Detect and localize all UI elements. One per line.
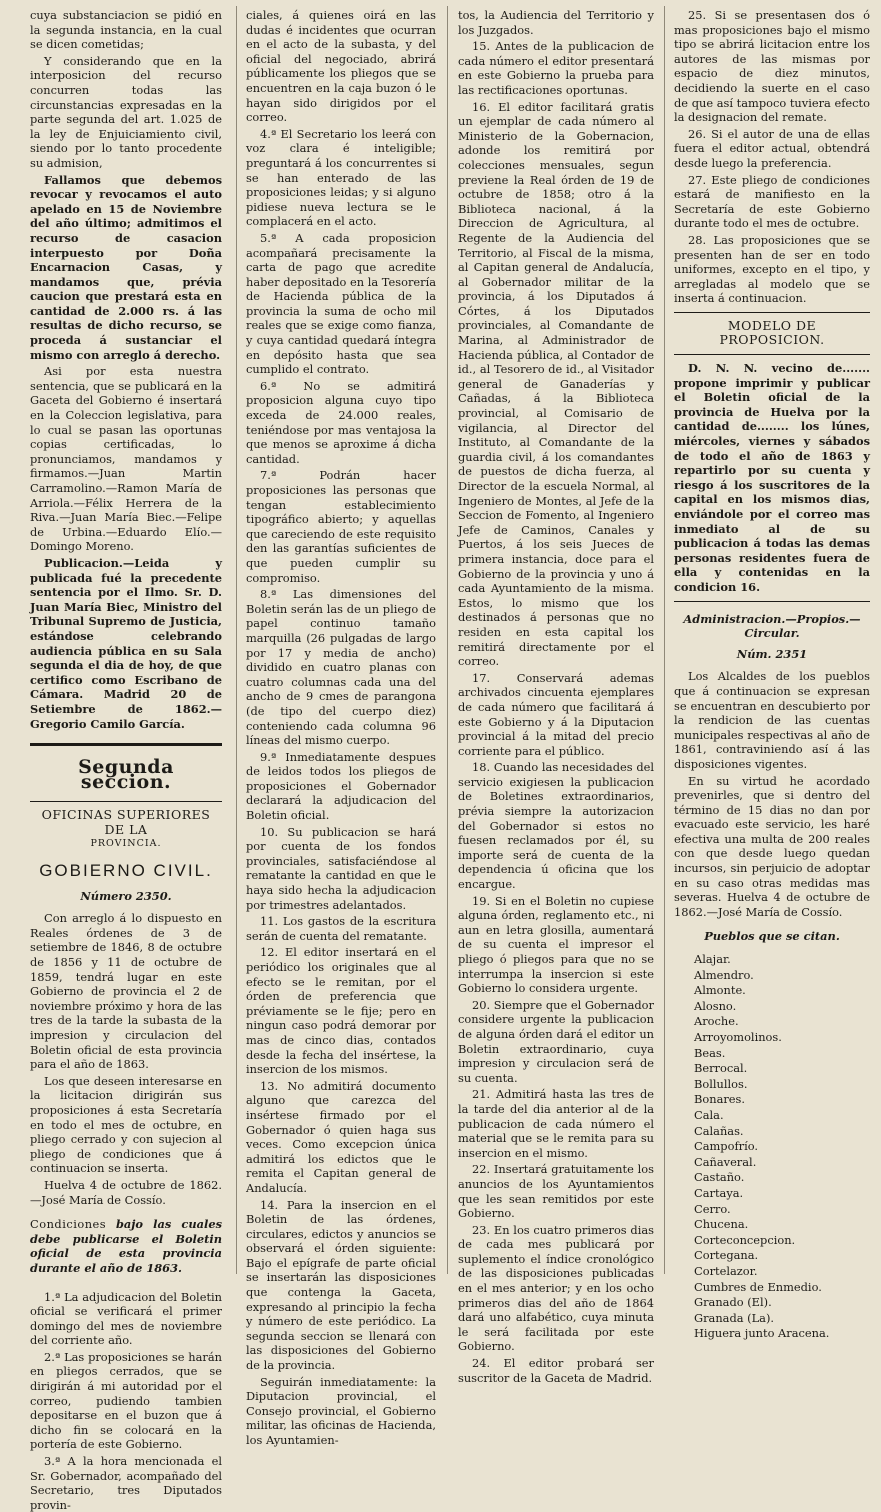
condition: 8.ª Las dimensiones del Boletin serán las de un pliego de papel continuo tamaño marquilla (26 pulgadas de largo por 17 y media de ancho) dividido en cuatro planas con cuatro columnas cada una del ancho de 9 cmes de parangona (de tipo del cuerpo diez) conteniendo cada columna 96 líneas del mismo cuerpo. <box>246 587 436 748</box>
list-item: Calañas. <box>694 1123 744 1138</box>
list-item: Arroyomolinos. <box>694 1030 782 1044</box>
offices-title: OFICINAS SUPERIORES DE LA <box>41 807 211 837</box>
list-item: Bonares. <box>694 1092 746 1107</box>
condition: 5.ª A cada proposicion acompañará precisamente la carta de pago que acredite haber depositado en la Tesorería de Hacienda pública de la provincia la suma de ocho mil reales que se exige como fianza, y cuya cantidad quedará íntegra en depósito hasta que sea cumplido el contrato. <box>246 230 437 377</box>
column-1 <box>30 8 222 1512</box>
modelo-title: MODELO DE PROPOSICION. <box>719 317 825 348</box>
column-3 <box>458 8 654 1385</box>
list-item: Bollullos. <box>694 1076 748 1091</box>
divider <box>674 601 870 602</box>
condition: 28. Las proposiciones que se presenten han de ser en todo uniformes, excepto en el tipo, y arregladas al modelo que se inserta á continuacion. <box>674 232 870 306</box>
condition: 23. En los cuatro primeros dias de cada mes publicará por suplemento el índice cronológico de las disposiciones publicadas en el mes anterior; y en los ocho primeros dias del año de 1864 dará uno alfabético, cuya minuta le será facilitada por este Gobierno. <box>458 1222 654 1354</box>
divider <box>30 801 222 802</box>
list-item: Beas. <box>694 1045 726 1060</box>
list-item: Almonte. <box>694 983 746 998</box>
list-item: Aroche. <box>694 1014 739 1029</box>
column-2 <box>246 8 437 1447</box>
list-item: Almendro. <box>694 967 754 982</box>
paragraph: Fallamos que debemos revocar y revocamos el auto apelado en 15 de Noviembre del año último; admitimos el recurso de casacion interpuesto por Doña Encarnacion Casas, y mandamos que, prévia caucion que prestará esta en cantidad de 2.000 rs. á las resultas de dicho recurso, se proceda á sustanciar el mismo con arreglo á derecho. <box>30 172 222 362</box>
circular-number: Núm. 2351 <box>736 646 808 661</box>
gov-title: GOBIERNO CIVIL. <box>39 861 213 881</box>
conditions-caps: Condiciones <box>30 1217 107 1232</box>
list-item: Cerro. <box>694 1201 731 1216</box>
list-item: Cortelazor. <box>694 1263 758 1278</box>
list-item: Alajar. <box>694 952 731 967</box>
condition: 26. Si el autor de una de ellas fuera el editor actual, obtendrá desde luego la preferencia. <box>674 126 870 170</box>
list-item: Cala. <box>694 1107 724 1122</box>
offices-subtitle: PROVINCIA. <box>90 838 162 850</box>
list-item: Berrocal. <box>694 1061 748 1076</box>
paragraph: Los que deseen interesarse en la licitacion dirigirán sus proposiciones á esta Secretaría en todo el mes de octubre, en pliego cerrado y con sujecion al pliego de condiciones que á continuacion se inserta. <box>30 1073 222 1176</box>
signature: Huelva 4 de octubre de 1862.—José María de Cossío. <box>30 1177 222 1207</box>
list-item: Alosno. <box>694 998 737 1013</box>
conditions-heading <box>30 1217 222 1275</box>
condition: 9.ª Inmediatamente despues de leidos todos los pliegos de proposiciones el Gobernador declarará la adjudicacion del Boletin oficial. <box>246 749 436 823</box>
condition: 25. Si se presentasen dos ó mas proposiciones bajo el mismo tipo se abrirá licitacion entre los autores de las mismas por espacio de diez minutos, decidiendo la suerte en el caso de que así tampoco tuviera efecto la designacion del remate. <box>674 8 870 125</box>
condition: 17. Conservará ademas archivados cincuenta ejemplares de cada número que facilitará á este Gobierno y á la Diputacion provincial á la mitad del precio corriente para el público. <box>458 670 654 758</box>
condition: 11. Los gastos de la escritura serán de cuenta del rematante. <box>246 914 436 943</box>
paragraph: ciales, á quienes oirá en las dudas é incidentes que ocurran en el acto de la subasta, y del oficial del negociado, abrirá públicamente los pliegos que se encuentren en la caja buzon ó le hayan sido dirigidos por el correo. <box>246 8 436 125</box>
condition: 24. El editor probará ser suscritor de la Gaceta de Madrid. <box>458 1356 654 1385</box>
section-title: Segunda seccion. <box>78 756 174 793</box>
condition: 21. Admitirá hasta las tres de la tarde del dia anterior al de la publicacion de cada número el material que se le remita para su insercion en el mismo. <box>458 1087 654 1160</box>
condition: 13. No admitirá documento alguno que carezca del insértese firmado por el Gobernador ó quien haga sus veces. Como excepcion única admitirá los edictos que le remita el Capitan general de Andalucía. <box>246 1078 436 1195</box>
list-item: Castaño. <box>694 1170 745 1185</box>
admin-heading: Administracion.—Propios.—Circular. <box>683 611 861 641</box>
condition: 14. Para la insercion en el Boletin de las órdenes, circulares, edictos y anuncios se observará el órden siguiente: Bajo el epígrafe de parte oficial se insertarán las disposiciones que contenga la Gaceta, expresando al principio la fecha y número de este periódico. La segunda seccion se llenará con las disposiciones del Gobierno de la provincia. <box>246 1197 436 1373</box>
section-rule <box>30 743 222 746</box>
condition: 18. Cuando las necesidades del servicio exigiesen la publicacion de Boletines extraordinarios, prévia siempre la autorizacion del Gobernador si estos no fuesen reclamados por él, su importe será de cuenta de la dependencia ú oficina que los encargue. <box>458 760 654 892</box>
condition: 22. Insertará gratuitamente los anuncios de los Ayuntamientos que les sean remitidos por este Gobierno. <box>458 1162 654 1221</box>
paragraph: Con arreglo á lo dispuesto en Reales órdenes de 3 de setiembre de 1846, 8 de octubre de 1856 y 11 de octubre de 1859, tendrá lugar en este Gobierno de provincia el 2 de noviembre próximo y hora de las tres de la tarde la subasta de la impresion y circulacion del Boletin oficial de esta provincia para el año de 1863. <box>30 911 222 1072</box>
list-item: Corteconcepcion. <box>694 1232 796 1247</box>
condition: 7.ª Podrán hacer proposiciones las personas que tengan establecimiento tipográfico abierto; y aquellas que careciendo de este requisito den las garantías suficientes de que pueden cumplir su compromiso. <box>246 468 436 585</box>
condition: 2.ª Las proposiciones se harán en pliegos cerrados, que se dirigirán á mi autoridad por el correo, pudiendo tambien depositarse en el buzon que á dicho fin se colocará en la portería de este Gobierno. <box>30 1349 222 1452</box>
condition: 19. Si en el Boletin no cupiese alguna órden, reglamento etc., ni aun en letra glosilla, aumentará de su cuenta el impresor el pliego ó pliegos para que no se interrumpa la insercion si este Gobierno lo considera urgente. <box>458 893 654 996</box>
divider <box>674 312 870 313</box>
list-item: Cartaya. <box>694 1185 744 1200</box>
condition: 16. El editor facilitará gratis un ejemplar de cada número al Ministerio de la Gobernacion, adonde los remitirá por colecciones mensuales, segun previene la Real órden de 19 de octubre de 1858; otro á la Biblioteca nacional, á la Direccion de Agricultura, al Regente de la Audiencia del Territorio, al Fiscal de la misma, al Capitan general de Andalucía, al Gobernador militar de la provincia, á los Diputados á Córtes, á los Diputados provinciales, al Comandante de Marina, al Administrador de Hacienda pública, al Contador de id., al Tesorero de id., al Visitador general de Ganaderías y Cañadas, á la Biblioteca provincial, al Comisario de vigilancia, al Director del Instituto, al Comandante de la guardia civil, á los comandantes de puestos de dicha fuerza, al Director de la escuela Normal, al Ingeniero de Montes, al Jefe de la Seccion de Fomento, al Ingeniero Jefe de Caminos, Canales y Puertos, á los seis Jueces de primera instancia, doce para el Gobierno de la provincia y uno á cada Ayuntamiento de la misma. Estos, lo mismo que los destinados á personas que no residen en esta capital los remitirá directamente por el correo. <box>458 99 654 669</box>
paragraph: Publicacion.—Leida y publicada fué la precedente sentencia por el Ilmo. Sr. D. Juan María Biec, Ministro del Tribunal Supremo de Justicia, estándose celebrando audiencia pública en su Sala segunda el dia de hoy, de que certifico como Escribano de Cámara. Madrid 20 de Setiembre de 1862.—Gregorio Camilo García. <box>30 555 222 731</box>
condition: 4.ª El Secretario los leerá con voz clara é inteligible; preguntará á los concurrentes si se han enterado de las proposiciones leidas; y si alguno pidiese nueva lectura se le complacerá en el acto. <box>246 126 436 229</box>
list-item: Granada (La). <box>694 1310 775 1325</box>
paragraph: En su virtud he acordado prevenirles, que si dentro del término de 15 dias no dan por evacuado este servicio, les haré efectiva una multa de 200 reales con que desde luego quedan incursos, sin perjuicio de adoptar en su caso otras medidas mas severas. Huelva 4 de octubre de 1862.—José María de Cossío. <box>674 773 870 919</box>
list-item: Higuera junto Aracena. <box>694 1326 830 1341</box>
paragraph: Y considerando que en la interposicion del recurso concurren todas las circunstancias expresadas en la parte segunda del art. 1.025 de la ley de Enjuiciamiento civil, siendo por lo tanto procedente su admision, <box>30 53 222 170</box>
column-4 <box>674 8 870 1341</box>
column-divider <box>664 6 665 1274</box>
paragraph: tos, la Audiencia del Territorio y los Juzgados. <box>458 8 654 37</box>
modelo-text: D. N. N. vecino de....... propone imprimir y publicar el Boletin oficial de la provincia de Huelva por la cantidad de........ los lúnes, miércoles, viernes y sábados de todo el año de 1863 y repartirlo por su cuenta y riesgo á los suscritores de la capital en los mismos dias, enviándole por el correo mas inmediato al de su publicacion á todas las demas personas residentes fuera de ella y contenidas en la condicion 16. <box>674 361 870 594</box>
divider <box>674 354 870 355</box>
list-item: Cumbres de Enmedio. <box>694 1279 822 1294</box>
condition: 20. Siempre que el Gobernador considere urgente la publicacion de alguna órden dará el editor un Boletin extraordinario, cuya impresion y circulacion será de su cuenta. <box>458 997 654 1085</box>
list-item: Campofrío. <box>694 1139 759 1154</box>
conditions-italic: bajo las cuales debe publicarse el Boletin oficial de esta provincia durante el año de 1863. <box>30 1217 222 1275</box>
paragraph: Asi por esta nuestra sentencia, que se publicará en la Gaceta del Gobierno é insertará en la Coleccion legislativa, para lo cual se pasan las oportunas copias certificadas, lo pronunciamos, mandamos y firmamos.—Juan Martin Carramolino.—Ramon María de Arriola.—Félix Herrera de la Riva.—Juan María Biec.—Felipe de Urbina.—Eduardo Elío.—Domingo Moreno. <box>30 364 222 554</box>
condition: 10. Su publicacion se hará por cuenta de los fondos provinciales, satisfaciéndose al rematante la cantidad en que le haya sido hecha la adjudicacion por trimestres adelantados. <box>246 824 436 912</box>
list-item: Chucena. <box>694 1217 749 1232</box>
list-item: Granado (El). <box>694 1295 772 1310</box>
condition: 3.ª A la hora mencionada el Sr. Gobernador, acompañado del Secretario, tres Diputados provin- <box>30 1454 222 1512</box>
towns-list <box>674 952 870 1342</box>
column-divider <box>236 6 237 1274</box>
condition: 1.ª La adjudicacion del Boletin oficial se verificará el primer domingo del mes de noviembre del corriente año. <box>30 1289 222 1348</box>
condition: 27. Este pliego de condiciones estará de manifiesto en la Secretaría de este Gobierno durante todo el mes de octubre. <box>674 172 870 231</box>
column-divider <box>447 6 448 1274</box>
paragraph: Seguirán inmediatamente: la Diputacion provincial, el Consejo provincial, el Gobierno militar, las oficinas de Hacienda, los Ayuntamien- <box>246 1374 436 1447</box>
condition: 12. El editor insertará en el periódico los originales que al efecto se le remitan, por el órden de preferencia que préviamente se le fije; pero en ningun caso podrá demorar por mas de cinco dias, contados desde la fecha del insértese, la insercion de los mismos. <box>246 945 436 1077</box>
condition: 6.ª No se admitirá proposicion alguna cuyo tipo exceda de 24.000 reales, teniéndose por mas ventajosa la que menos se aproxime á dicha cantidad. <box>246 378 436 466</box>
notice-number: Número 2350. <box>80 888 172 903</box>
list-item: Cañaveral. <box>694 1154 757 1169</box>
list-item: Cortegana. <box>694 1248 759 1263</box>
towns-heading: Pueblos que se citan. <box>704 929 840 944</box>
paragraph: cuya substanciacion se pidió en la segunda instancia, en la cual se dicen cometidas; <box>30 8 222 52</box>
paragraph: Los Alcaldes de los pueblos que á continuacion se expresan se encuentran en descubierto por la rendicion de las cuentas municipales respectivas al año de 1861, contraviniendo así á las disposiciones vigentes. <box>674 669 870 771</box>
condition: 15. Antes de la publicacion de cada número el editor presentará en este Gobierno la prueba para las rectificaciones oportunas. <box>458 39 654 97</box>
